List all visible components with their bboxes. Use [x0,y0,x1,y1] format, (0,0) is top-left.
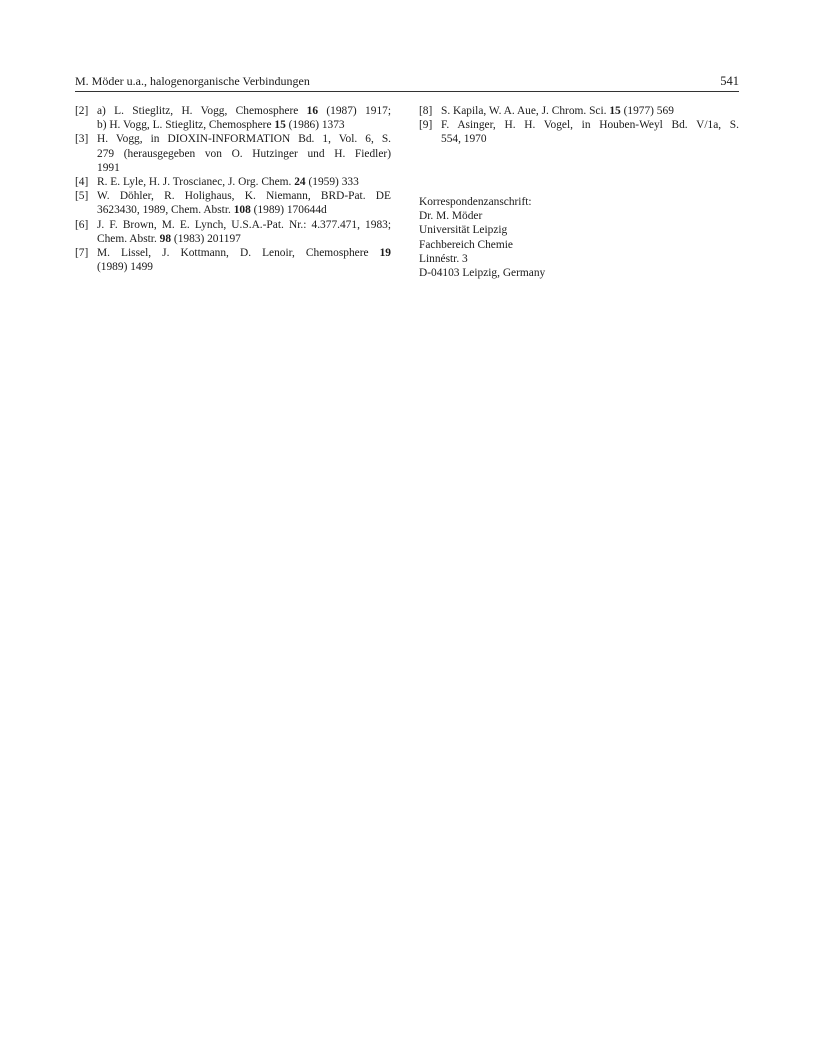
reference-number: [3] [75,133,89,146]
reference-text: (1986) 1373 [285,119,345,132]
reference-text: J. F. Brown, M. E. Lynch, U.S.A.-Pat. Nr.: 4.377.471, 1983; [97,218,391,231]
reference-text-line [97,161,391,175]
reference-item [75,132,391,175]
reference-text: F. Asinger, H. H. Vogel, in Houben-Weyl Bd. V/1a, S. [441,119,739,132]
address-line: Universität Leipzig [419,224,508,237]
address-line: D-04103 Leipzig, Germany [419,267,546,280]
reference-text-line [441,132,739,146]
address-line: Fachbereich Chemie [419,238,513,251]
reference-item [75,175,391,189]
reference-number: [4] [75,176,89,189]
page-number: 541 [720,74,739,88]
reference-text: Chem. Abstr. [97,232,160,245]
reference-item [75,246,391,274]
reference-text-line [97,175,391,189]
reference-text: H. Vogg, in DIOXIN-INFORMATION Bd. 1, Vol. 6, S. [97,133,391,146]
reference-number: [6] [75,218,89,231]
volume-number: 98 [159,232,172,245]
correspondence-heading: Korrespondenzanschrift: [419,196,532,208]
reference-list-right [419,104,739,147]
volume-number: 15 [609,105,621,117]
reference-text-line [97,132,391,146]
reference-text-line [97,189,391,203]
reference-number: [9] [419,119,433,132]
reference-text: R. E. Lyle, H. J. Troscianec, J. Org. Chem. [97,176,295,189]
reference-text-line [97,260,391,274]
reference-text: (1989) 170644d [250,204,327,217]
reference-item [419,104,739,118]
reference-number: [2] [75,105,89,117]
reference-text: 554, 1970 [441,133,487,146]
reference-text: b) H. Vogg, L. Stieglitz, Chemosphere [97,119,275,132]
reference-item [419,118,739,146]
reference-text: 3623430, 1989, Chem. Abstr. [97,204,234,217]
reference-text-line [97,104,391,118]
address-line: Dr. M. Möder [419,210,483,223]
reference-text-line [97,246,391,260]
correspondence-address [419,195,739,280]
reference-text-line [441,118,739,132]
reference-text: (1989) 1499 [97,261,153,274]
header-rule [75,91,739,92]
reference-text-line [97,118,391,132]
volume-number: 108 [233,204,251,217]
reference-text-line [97,147,391,161]
volume-number: 16 [306,105,319,117]
reference-list-left [75,104,391,274]
reference-text: S. Kapila, W. A. Aue, J. Chrom. Sci. [441,105,610,117]
reference-text: (1983) 201197 [171,232,241,245]
reference-item [75,189,391,217]
running-head [75,72,739,90]
reference-item [75,104,391,132]
reference-text: 1991 [97,161,120,174]
reference-text: W. Döhler, R. Holighaus, K. Niemann, BRD-Pat. DE [97,190,391,203]
address-line: Linnéstr. 3 [419,252,468,265]
reference-item [75,218,391,246]
reference-text-line [97,232,391,246]
volume-number: 15 [274,119,286,132]
reference-number: [5] [75,190,89,203]
reference-text: 279 (herausgegeben von O. Hutzinger und H. Fiedler) [97,147,391,160]
reference-text: (1977) 569 [620,105,674,117]
reference-number: [7] [75,247,89,260]
running-head-title: M. Möder u.a., halogenorganische Verbindungen [75,74,310,88]
reference-number: [8] [419,105,433,117]
reference-text-line [441,104,739,118]
reference-text-line [97,218,391,232]
reference-text: (1987) 1917; [318,105,392,117]
reference-text: a) L. Stieglitz, H. Vogg, Chemosphere [97,105,307,117]
reference-text: (1959) 333 [305,176,359,189]
reference-text-line [97,203,391,217]
volume-number: 19 [379,247,391,260]
reference-text: M. Lissel, J. Kottmann, D. Lenoir, Chemosphere [97,247,380,260]
volume-number: 24 [294,176,306,189]
